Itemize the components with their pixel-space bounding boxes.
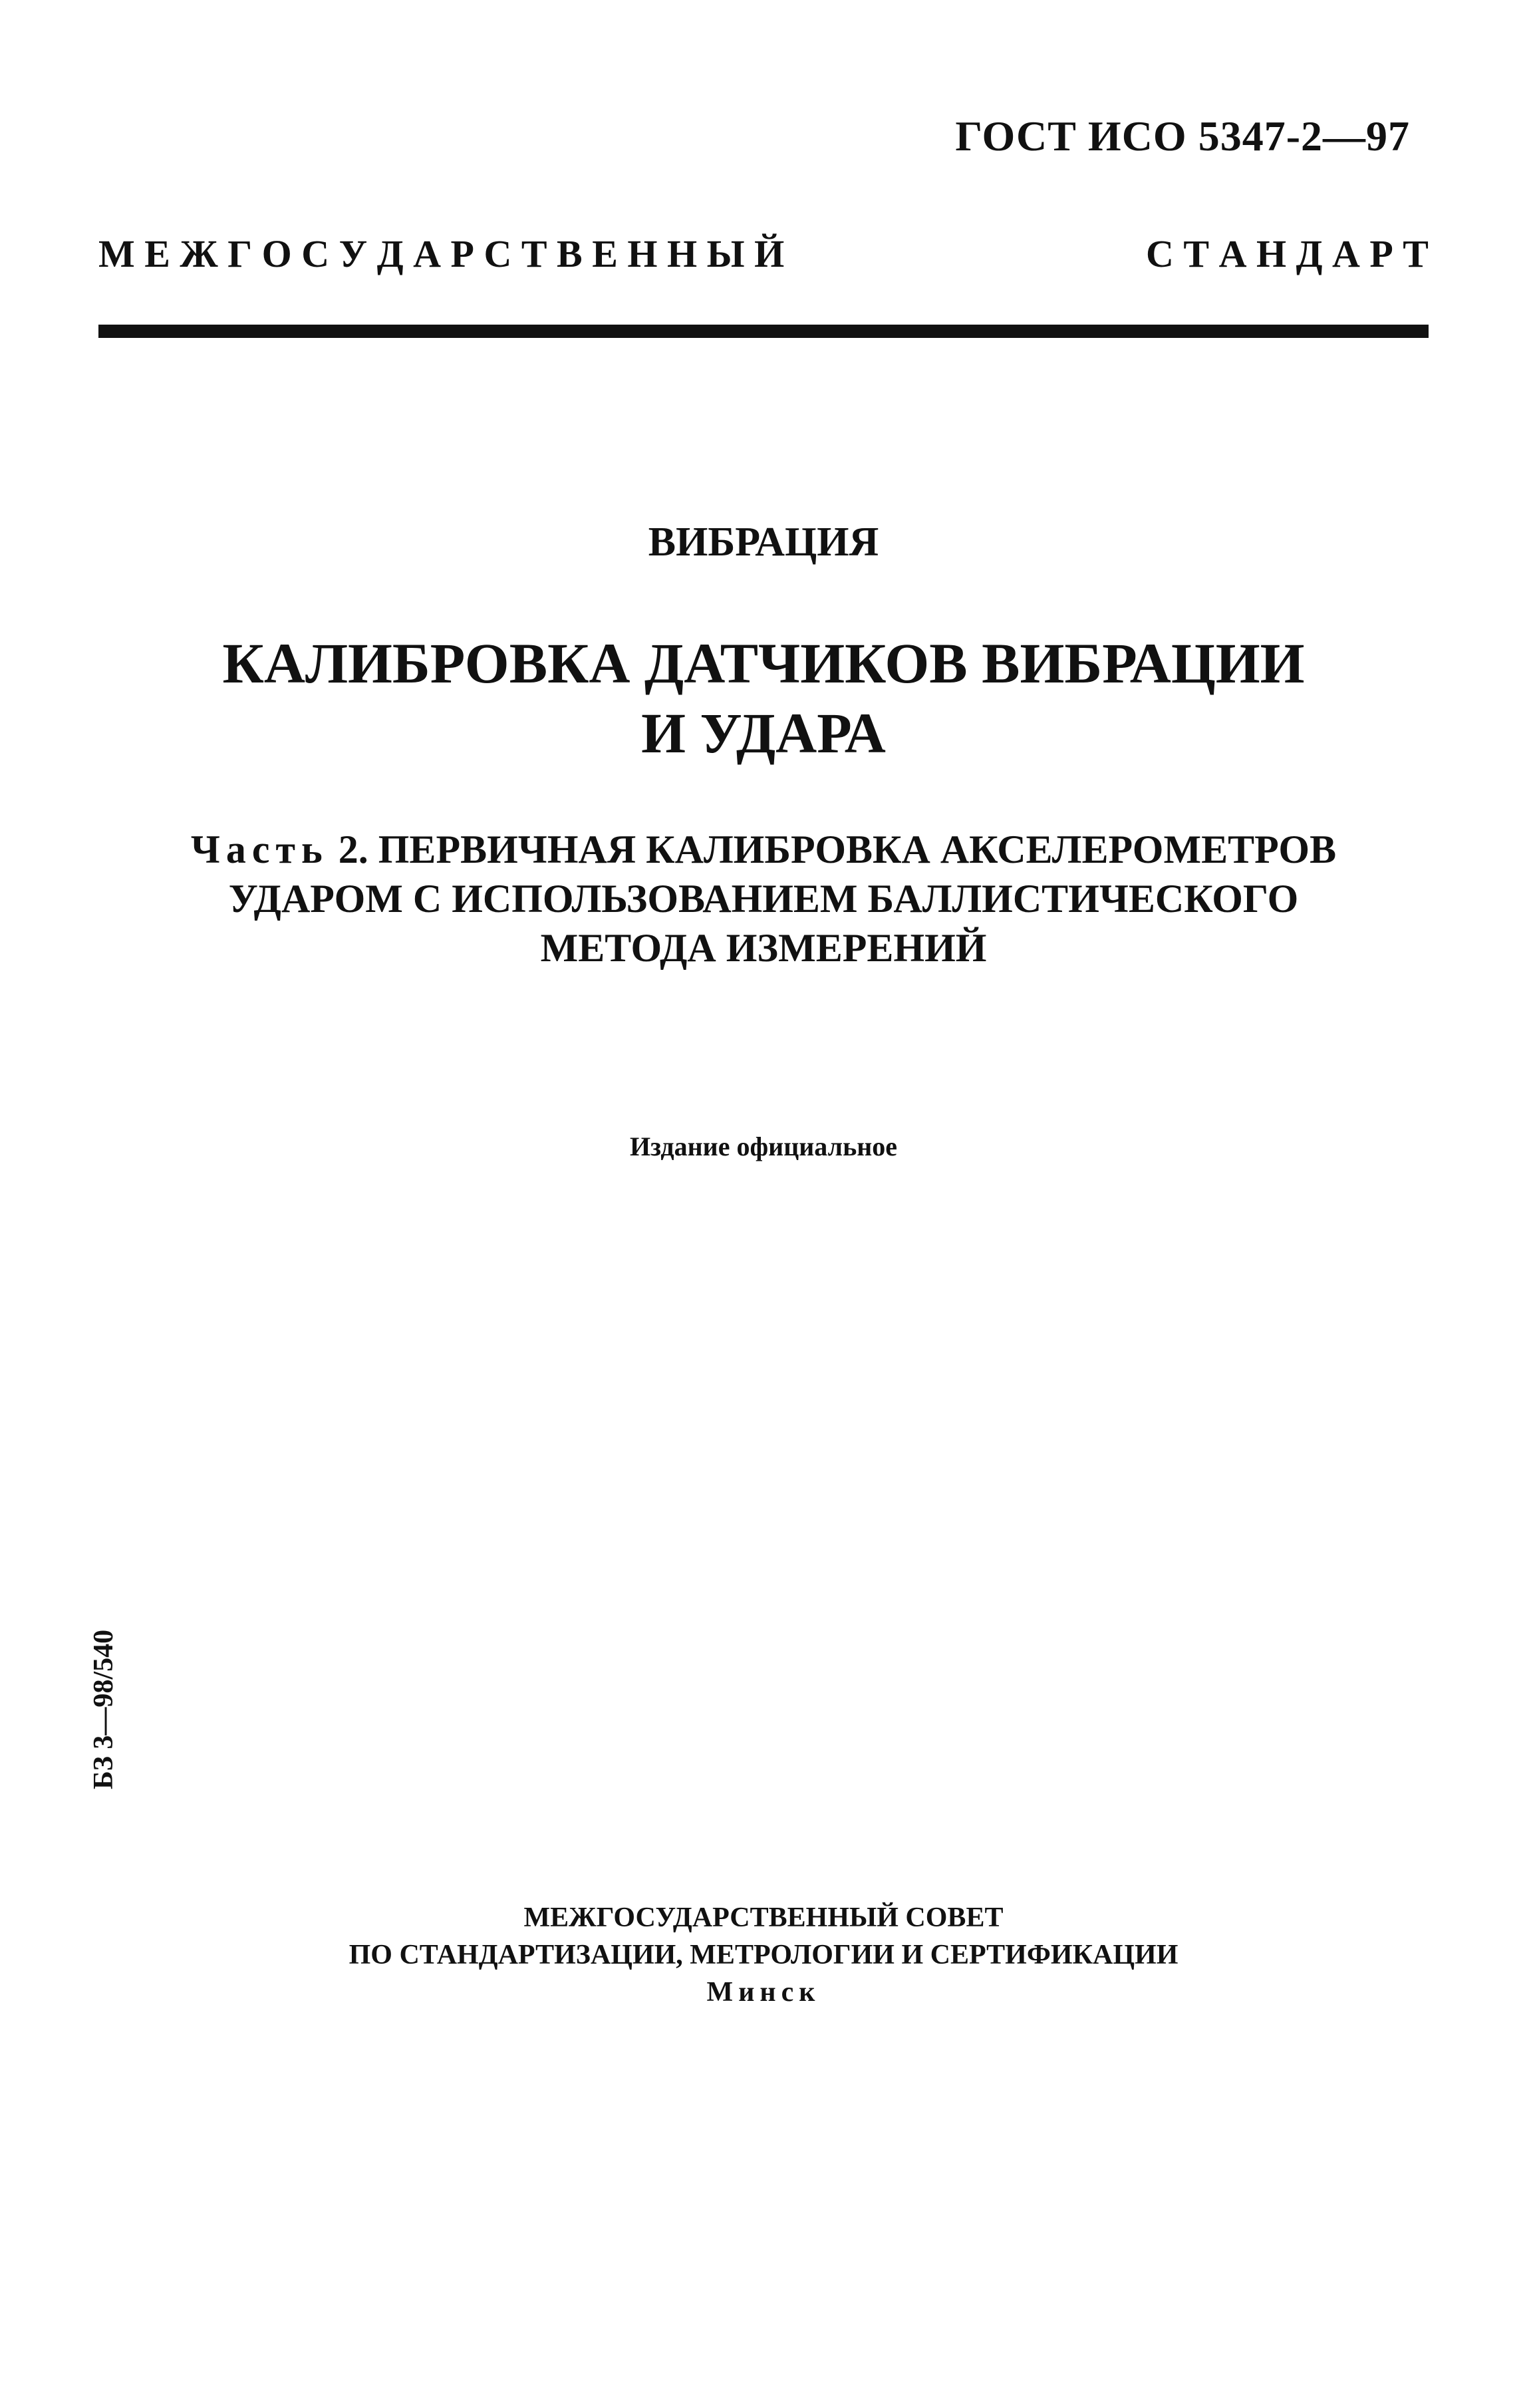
header-rule	[98, 325, 1429, 338]
part-line-1: 2. ПЕРВИЧНАЯ КАЛИБРОВКА АКСЕЛЕРОМЕТРОВ	[328, 828, 1337, 871]
title-line-2: И УДАРА	[641, 701, 886, 765]
side-catalog-code: БЗ 3—98/540	[88, 1629, 119, 1789]
publisher-line-1: МЕЖГОСУДАРСТВЕННЫЙ СОВЕТ	[523, 1902, 1004, 1933]
document-number: ГОСТ ИСО 5347-2—97	[955, 112, 1410, 160]
part-label: Часть	[190, 828, 329, 871]
part-line-3: МЕТОДА ИЗМЕРЕНИЙ	[540, 926, 987, 970]
publisher-city: Минск	[706, 1977, 821, 2008]
interstate-word: М Е Ж Г О С У Д А Р С Т В Е Н Н Ы Й	[98, 232, 785, 275]
interstate-standard-banner	[98, 231, 1429, 276]
publisher-block	[98, 1899, 1429, 2011]
main-heading: ВИБРАЦИЯ	[648, 520, 879, 565]
part-line-2: УДАРОМ С ИСПОЛЬЗОВАНИЕМ БАЛЛИСТИЧЕСКОГО	[228, 877, 1299, 921]
standard-word: С Т А Н Д А Р Т	[1146, 232, 1429, 275]
part-title	[98, 825, 1429, 973]
publisher-line-2: ПО СТАНДАРТИЗАЦИИ, МЕТРОЛОГИИ И СЕРТИФИКАЦИИ	[348, 1940, 1179, 1970]
document-title	[98, 629, 1429, 768]
title-line-1: КАЛИБРОВКА ДАТЧИКОВ ВИБРАЦИИ	[222, 631, 1305, 695]
edition-note: Издание официальное	[629, 1131, 898, 1161]
